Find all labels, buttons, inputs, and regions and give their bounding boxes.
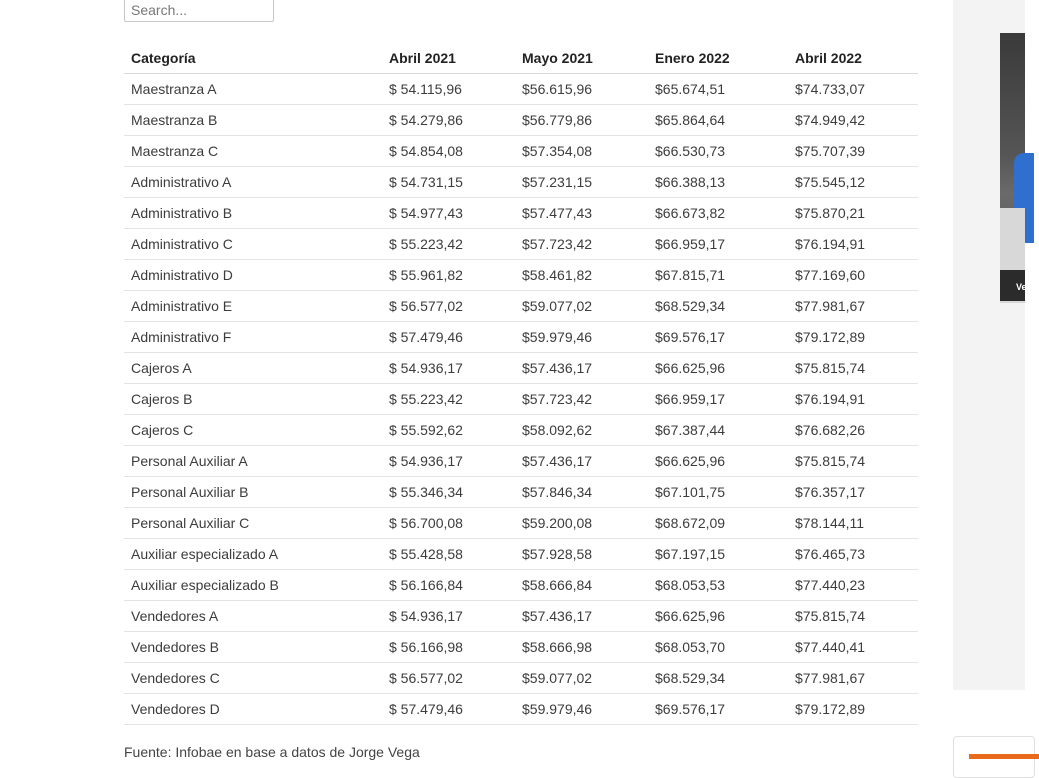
source-note: Fuente: Infobae en base a datos de Jorge Vega [124, 744, 420, 760]
cell-abril-2021: $ 55.223,42 [382, 229, 515, 260]
cell-abril-2022: $77.440,23 [788, 570, 918, 601]
table-row [124, 384, 918, 415]
cell-abril-2021: $ 54.977,43 [382, 198, 515, 229]
cell-categoria: Administrativo E [124, 291, 382, 322]
cell-abril-2022: $77.981,67 [788, 291, 918, 322]
cell-abril-2022: $76.194,91 [788, 229, 918, 260]
cell-mayo-2021: $58.092,62 [515, 415, 648, 446]
cell-categoria: Administrativo B [124, 198, 382, 229]
cell-enero-2022: $68.053,70 [648, 632, 788, 663]
cell-categoria: Personal Auxiliar C [124, 508, 382, 539]
cell-mayo-2021: $57.436,17 [515, 601, 648, 632]
table-row [124, 539, 918, 570]
salary-table-container [124, 43, 918, 725]
cell-mayo-2021: $56.779,86 [515, 105, 648, 136]
cell-enero-2022: $66.530,73 [648, 136, 788, 167]
table-row [124, 229, 918, 260]
cell-mayo-2021: $59.200,08 [515, 508, 648, 539]
salary-table [124, 43, 918, 725]
table-row [124, 570, 918, 601]
cell-mayo-2021: $57.477,43 [515, 198, 648, 229]
cell-enero-2022: $67.101,75 [648, 477, 788, 508]
table-row [124, 446, 918, 477]
cell-mayo-2021: $57.723,42 [515, 384, 648, 415]
cell-abril-2022: $75.870,21 [788, 198, 918, 229]
cell-enero-2022: $68.053,53 [648, 570, 788, 601]
cell-mayo-2021: $59.979,46 [515, 694, 648, 725]
cell-abril-2022: $78.144,11 [788, 508, 918, 539]
cell-mayo-2021: $59.077,02 [515, 663, 648, 694]
table-row [124, 74, 918, 105]
cell-mayo-2021: $57.354,08 [515, 136, 648, 167]
cell-enero-2022: $69.576,17 [648, 694, 788, 725]
table-row [124, 601, 918, 632]
cell-mayo-2021: $57.231,15 [515, 167, 648, 198]
cell-abril-2021: $ 54.936,17 [382, 353, 515, 384]
cell-categoria: Maestranza C [124, 136, 382, 167]
cell-abril-2022: $75.545,12 [788, 167, 918, 198]
column-header-categoria[interactable]: Categoría [124, 43, 382, 74]
cell-categoria: Vendedores C [124, 663, 382, 694]
cell-abril-2022: $76.357,17 [788, 477, 918, 508]
cell-abril-2022: $79.172,89 [788, 694, 918, 725]
cell-abril-2021: $ 55.346,34 [382, 477, 515, 508]
cell-enero-2022: $66.673,82 [648, 198, 788, 229]
table-row [124, 322, 918, 353]
cell-abril-2022: $77.440,41 [788, 632, 918, 663]
cell-abril-2021: $ 54.731,15 [382, 167, 515, 198]
cell-abril-2021: $ 55.592,62 [382, 415, 515, 446]
cell-abril-2022: $75.815,74 [788, 353, 918, 384]
cell-abril-2021: $ 54.936,17 [382, 446, 515, 477]
table-row [124, 415, 918, 446]
sidebar-bottom-card[interactable] [953, 736, 1035, 778]
table-row [124, 353, 918, 384]
card-accent-bar [969, 754, 1039, 759]
cell-categoria: Administrativo D [124, 260, 382, 291]
cell-mayo-2021: $57.928,58 [515, 539, 648, 570]
table-row [124, 136, 918, 167]
cell-categoria: Auxiliar especializado B [124, 570, 382, 601]
cell-enero-2022: $66.959,17 [648, 384, 788, 415]
column-header-mayo-2021[interactable]: Mayo 2021 [515, 43, 648, 74]
table-row [124, 632, 918, 663]
cell-categoria: Vendedores B [124, 632, 382, 663]
cell-enero-2022: $67.197,15 [648, 539, 788, 570]
cell-abril-2022: $74.733,07 [788, 74, 918, 105]
cell-abril-2022: $76.194,91 [788, 384, 918, 415]
table-row [124, 694, 918, 725]
cell-mayo-2021: $57.846,34 [515, 477, 648, 508]
cell-categoria: Cajeros C [124, 415, 382, 446]
cell-abril-2021: $ 54.279,86 [382, 105, 515, 136]
cell-categoria: Maestranza A [124, 74, 382, 105]
cell-abril-2022: $75.707,39 [788, 136, 918, 167]
cell-categoria: Maestranza B [124, 105, 382, 136]
cell-abril-2021: $ 56.700,08 [382, 508, 515, 539]
cell-abril-2022: $76.465,73 [788, 539, 918, 570]
cell-enero-2022: $69.576,17 [648, 322, 788, 353]
cell-abril-2021: $ 54.854,08 [382, 136, 515, 167]
cell-abril-2021: $ 56.577,02 [382, 663, 515, 694]
cell-categoria: Cajeros A [124, 353, 382, 384]
table-row [124, 291, 918, 322]
table-row [124, 260, 918, 291]
column-header-enero-2022[interactable]: Enero 2022 [648, 43, 788, 74]
table-row [124, 105, 918, 136]
cell-abril-2021: $ 55.428,58 [382, 539, 515, 570]
cell-abril-2022: $77.981,67 [788, 663, 918, 694]
cell-categoria: Administrativo F [124, 322, 382, 353]
search-input[interactable] [124, 0, 274, 22]
table-row [124, 508, 918, 539]
cell-enero-2022: $68.672,09 [648, 508, 788, 539]
cell-abril-2021: $ 56.166,98 [382, 632, 515, 663]
cell-abril-2022: $79.172,89 [788, 322, 918, 353]
cell-mayo-2021: $57.723,42 [515, 229, 648, 260]
column-header-abril-2021[interactable]: Abril 2021 [382, 43, 515, 74]
table-header-row [124, 43, 918, 74]
cell-abril-2022: $76.682,26 [788, 415, 918, 446]
cell-mayo-2021: $59.077,02 [515, 291, 648, 322]
cell-enero-2022: $67.387,44 [648, 415, 788, 446]
sidebar-video-thumbnail[interactable] [1000, 33, 1025, 301]
cell-enero-2022: $67.815,71 [648, 260, 788, 291]
cell-categoria: Personal Auxiliar A [124, 446, 382, 477]
cell-enero-2022: $66.625,96 [648, 446, 788, 477]
cell-categoria: Administrativo C [124, 229, 382, 260]
cell-enero-2022: $68.529,34 [648, 663, 788, 694]
table-row [124, 477, 918, 508]
cell-abril-2021: $ 56.166,84 [382, 570, 515, 601]
cell-abril-2021: $ 55.961,82 [382, 260, 515, 291]
cell-enero-2022: $66.625,96 [648, 353, 788, 384]
table-body [124, 74, 918, 725]
cell-abril-2021: $ 54.936,17 [382, 601, 515, 632]
cell-categoria: Personal Auxiliar B [124, 477, 382, 508]
cell-categoria: Vendedores D [124, 694, 382, 725]
cell-abril-2022: $74.949,42 [788, 105, 918, 136]
column-header-abril-2022[interactable]: Abril 2022 [788, 43, 918, 74]
cell-abril-2022: $75.815,74 [788, 446, 918, 477]
cell-abril-2022: $77.169,60 [788, 260, 918, 291]
cell-abril-2022: $75.815,74 [788, 601, 918, 632]
cell-categoria: Auxiliar especializado A [124, 539, 382, 570]
cell-enero-2022: $68.529,34 [648, 291, 788, 322]
cell-mayo-2021: $56.615,96 [515, 74, 648, 105]
cell-abril-2021: $ 57.479,46 [382, 322, 515, 353]
cell-mayo-2021: $57.436,17 [515, 353, 648, 384]
cell-categoria: Cajeros B [124, 384, 382, 415]
table-row [124, 198, 918, 229]
cell-enero-2022: $65.674,51 [648, 74, 788, 105]
cell-enero-2022: $66.388,13 [648, 167, 788, 198]
cell-mayo-2021: $58.461,82 [515, 260, 648, 291]
cell-enero-2022: $66.625,96 [648, 601, 788, 632]
cell-mayo-2021: $57.436,17 [515, 446, 648, 477]
cell-abril-2021: $ 56.577,02 [382, 291, 515, 322]
cell-categoria: Administrativo A [124, 167, 382, 198]
table-row [124, 663, 918, 694]
cell-mayo-2021: $58.666,84 [515, 570, 648, 601]
table-row [124, 167, 918, 198]
cell-abril-2021: $ 55.223,42 [382, 384, 515, 415]
cell-abril-2021: $ 54.115,96 [382, 74, 515, 105]
cell-enero-2022: $65.864,64 [648, 105, 788, 136]
cell-enero-2022: $66.959,17 [648, 229, 788, 260]
cell-mayo-2021: $58.666,98 [515, 632, 648, 663]
cell-abril-2021: $ 57.479,46 [382, 694, 515, 725]
thumbnail-caption: Ve [1000, 270, 1025, 301]
cell-mayo-2021: $59.979,46 [515, 322, 648, 353]
cell-categoria: Vendedores A [124, 601, 382, 632]
